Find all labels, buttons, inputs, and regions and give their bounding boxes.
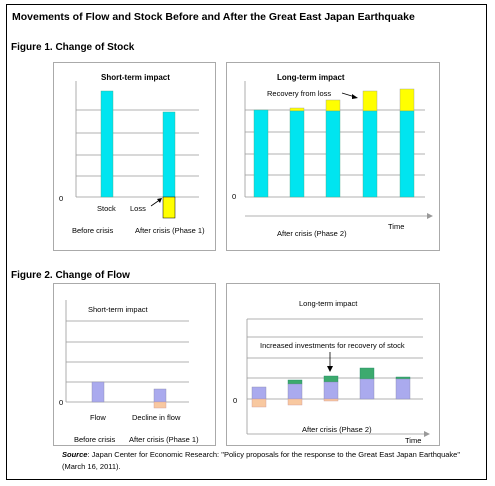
investment-bar-5 <box>396 377 410 379</box>
x-label-phase2: After crisis (Phase 2) <box>277 229 347 238</box>
decline-bar-2 <box>288 399 302 405</box>
stock-after-bar <box>163 112 175 197</box>
source-note <box>62 449 460 473</box>
stock-bar-2 <box>290 111 304 197</box>
flow-short-term-title: Short-term impact <box>88 305 148 314</box>
x-label-before: Before crisis <box>74 435 116 444</box>
flow-after-bar <box>154 389 166 402</box>
decline-bar-1 <box>252 399 266 407</box>
source-label: Source <box>62 450 88 459</box>
flow-long-term-panel <box>226 283 440 446</box>
stock-before-bar <box>101 91 113 197</box>
main-title: Movements of Flow and Stock Before and After the Great East Japan Earthquake <box>12 11 415 23</box>
stock-label: Stock <box>97 204 116 213</box>
recovery-arrow-head <box>352 94 358 99</box>
investment-annotation: Increased investments for recovery of stock <box>260 341 405 350</box>
zero-label: 0 <box>233 396 238 405</box>
flow-bar-1 <box>252 387 266 399</box>
x-label-after: After crisis (Phase 1) <box>129 435 199 444</box>
zero-label: 0 <box>59 398 64 407</box>
flow-before-bar <box>92 382 104 402</box>
stock-short-term-panel <box>53 62 216 251</box>
loss-bar <box>163 197 175 218</box>
source-text: : Japan Center for Economic Research: "Policy proposals for the response to the Great East Japan Earthquake" (March 16, 2011). <box>62 450 460 471</box>
flow-bar-5 <box>396 379 410 399</box>
investment-bar-2 <box>288 380 302 384</box>
flow-label: Flow <box>90 413 106 422</box>
decline-bar <box>154 402 166 408</box>
zero-label: 0 <box>59 194 64 203</box>
stock-long-term-title: Long-term impact <box>277 73 345 82</box>
flow-bar-4 <box>360 379 374 399</box>
time-arrow-head <box>427 213 433 219</box>
flow-bar-2 <box>288 384 302 399</box>
time-label: Time <box>405 436 422 445</box>
investment-bar-3 <box>324 376 338 382</box>
stock-long-term-panel <box>226 62 440 251</box>
figure2-title: Figure 2. Change of Flow <box>11 270 130 281</box>
time-label: Time <box>388 222 405 231</box>
stock-bar-3 <box>326 111 340 197</box>
zero-label: 0 <box>232 192 237 201</box>
loss-arrow-head <box>157 198 162 203</box>
time-arrow-head <box>424 431 430 437</box>
x-label-before: Before crisis <box>72 226 114 235</box>
stock-bar-4 <box>363 111 377 197</box>
flow-short-term-panel <box>53 283 216 446</box>
flow-bar-3 <box>324 382 338 399</box>
recovery-bar-4 <box>363 91 377 111</box>
figure1-title: Figure 1. Change of Stock <box>11 42 135 53</box>
decline-label: Decline in flow <box>132 413 181 422</box>
x-label-after: After crisis (Phase 1) <box>135 226 205 235</box>
decline-bar-3 <box>324 399 338 401</box>
stock-bar-5 <box>400 111 414 197</box>
recovery-bar-2 <box>290 108 304 111</box>
x-label-phase2: After crisis (Phase 2) <box>302 425 372 434</box>
flow-long-term-title: Long-term impact <box>299 299 358 308</box>
stock-short-term-title: Short-term impact <box>101 73 170 82</box>
investment-bar-4 <box>360 368 374 379</box>
stock-bar-1 <box>254 110 268 197</box>
recovery-bar-3 <box>326 100 340 111</box>
loss-label: Loss <box>130 204 146 213</box>
recovery-annotation: Recovery from loss <box>267 89 332 98</box>
recovery-bar-5 <box>400 89 414 111</box>
investment-arrow-head <box>327 366 333 372</box>
